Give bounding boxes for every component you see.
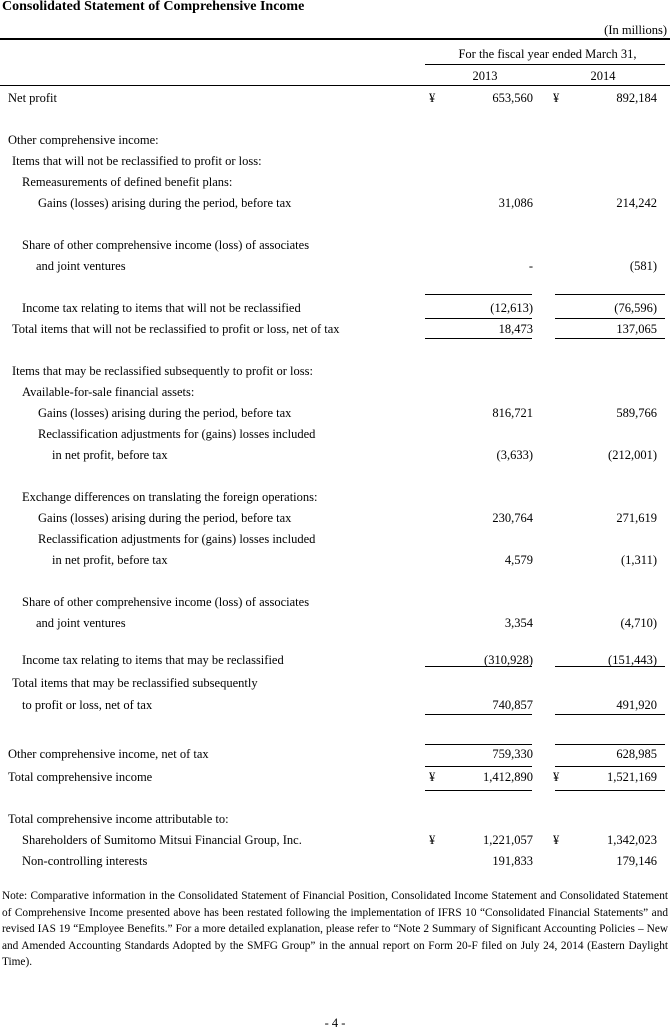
value-2014: (76,596) — [614, 301, 657, 315]
row-label: Available-for-sale financial assets: — [22, 385, 195, 399]
value-2014: 214,242 — [616, 196, 657, 210]
subtotal-rule — [555, 714, 665, 715]
header-top-rule — [0, 38, 670, 40]
row-label: Gains (losses) arising during the period, before tax — [38, 196, 292, 210]
value-2014: 271,619 — [616, 511, 657, 525]
row-label: Total items that will not be reclassified to profit or loss, net of tax — [12, 322, 340, 336]
row-label: in net profit, before tax — [52, 448, 168, 462]
page-number: - 4 - — [324, 1016, 346, 1030]
value-2014: 589,766 — [616, 406, 657, 420]
value-2013: 1,221,057 — [483, 833, 533, 847]
row-label: Total comprehensive income attributable to: — [8, 812, 229, 826]
currency-symbol-2013: ¥ — [429, 770, 436, 784]
period-rule — [425, 64, 665, 65]
row-label: Share of other comprehensive income (loss) of associates — [22, 238, 310, 252]
value-2013: (3,633) — [496, 448, 533, 462]
value-2014: 628,985 — [616, 747, 657, 761]
subtotal-rule — [425, 744, 532, 745]
value-2014: (581) — [629, 259, 657, 273]
currency-symbol-2014: ¥ — [553, 91, 560, 105]
subtotal-rule — [425, 790, 532, 791]
value-2014: (151,443) — [608, 653, 657, 667]
period-header: For the fiscal year ended March 31, — [458, 47, 637, 61]
row-label: and joint ventures — [36, 259, 126, 273]
value-2014: 1,342,023 — [607, 833, 657, 847]
value-2014: 1,521,169 — [607, 770, 657, 784]
row-label: Share of other comprehensive income (loss) of associates — [22, 595, 310, 609]
row-label: and joint ventures — [36, 616, 126, 630]
subtotal-rule — [555, 318, 665, 319]
value-2014: (4,710) — [620, 616, 657, 630]
value-2013: 759,330 — [492, 747, 533, 761]
subtotal-rule — [425, 318, 532, 319]
row-label: Income tax relating to items that may be reclassified — [22, 653, 284, 667]
subtotal-rule — [555, 294, 665, 295]
value-2013: 653,560 — [492, 91, 533, 105]
value-2013: (310,928) — [484, 653, 533, 667]
row-label: to profit or loss, net of tax — [22, 698, 153, 712]
subtotal-rule — [425, 338, 532, 339]
currency-symbol-2013: ¥ — [429, 91, 436, 105]
value-2013: 230,764 — [492, 511, 533, 525]
value-2013: 1,412,890 — [483, 770, 533, 784]
subtotal-rule — [555, 744, 665, 745]
header-bottom-rule — [0, 85, 670, 86]
currency-symbol-2014: ¥ — [553, 770, 560, 784]
subtotal-rule — [425, 714, 532, 715]
row-label: Reclassification adjustments for (gains) losses included — [38, 532, 316, 546]
currency-symbol-2014: ¥ — [553, 833, 560, 847]
row-label: Total comprehensive income — [8, 770, 153, 784]
subtotal-rule — [555, 666, 665, 667]
row-label: Items that may be reclassified subsequently to profit or loss: — [12, 364, 313, 378]
row-label: Other comprehensive income: — [8, 133, 159, 147]
subtotal-rule — [425, 766, 532, 767]
row-label: Other comprehensive income, net of tax — [8, 747, 209, 761]
row-label: Gains (losses) arising during the period, before tax — [38, 511, 292, 525]
subtotal-rule — [555, 338, 665, 339]
subtotal-rule — [555, 790, 665, 791]
currency-symbol-2013: ¥ — [429, 833, 436, 847]
row-label: Reclassification adjustments for (gains) losses included — [38, 427, 316, 441]
row-label: Total items that may be reclassified subsequently — [12, 676, 258, 690]
row-label: Shareholders of Sumitomo Mitsui Financial Group, Inc. — [22, 833, 302, 847]
units-label: (In millions) — [604, 23, 667, 37]
row-label: Items that will not be reclassified to profit or loss: — [12, 154, 262, 168]
value-2014: 137,065 — [616, 322, 657, 336]
value-2013: - — [528, 259, 533, 273]
page-title: Consolidated Statement of Comprehensive Income — [2, 0, 305, 14]
row-label: Remeasurements of defined benefit plans: — [22, 175, 233, 189]
subtotal-rule — [425, 666, 532, 667]
year-2014-header: 2014 — [590, 69, 616, 83]
value-2014: (1,311) — [621, 553, 657, 567]
value-2013: 191,833 — [492, 854, 533, 868]
row-label: Non-controlling interests — [22, 854, 148, 868]
row-label: in net profit, before tax — [52, 553, 168, 567]
value-2013: (12,613) — [490, 301, 533, 315]
value-2013: 3,354 — [504, 616, 533, 630]
row-label: Exchange differences on translating the foreign operations: — [22, 490, 318, 504]
value-2013: 31,086 — [498, 196, 533, 210]
row-label: Gains (losses) arising during the period, before tax — [38, 406, 292, 420]
value-2014: 892,184 — [616, 91, 657, 105]
value-2014: 491,920 — [616, 698, 657, 712]
value-2013: 18,473 — [498, 322, 533, 336]
row-label: Income tax relating to items that will not be reclassified — [22, 301, 301, 315]
row-label: Net profit — [8, 91, 57, 105]
subtotal-rule — [425, 294, 532, 295]
value-2014: (212,001) — [608, 448, 657, 462]
value-2013: 740,857 — [492, 698, 533, 712]
value-2013: 4,579 — [504, 553, 533, 567]
value-2013: 816,721 — [492, 406, 533, 420]
subtotal-rule — [555, 766, 665, 767]
value-2014: 179,146 — [616, 854, 657, 868]
footnote: Note: Comparative information in the Consolidated Statement of Financial Position, Consolidated Income Statement and Consolidated Statement of Comprehensive Income presented above has been restated following the implementation of IFRS 10 “Consolidated Financial Statements” and revised IAS 19 “Employee Benefits.” For a more detailed explanation, please refer to “Note 2 Summary of Significant Accounting Policies – New and Amended Accounting Standards Adopted by the SMFG Group” in the annual report on Form 20-F filed on July 24, 2014 (Eastern Daylight Time). — [2, 890, 668, 968]
year-2013-header: 2013 — [472, 69, 498, 83]
